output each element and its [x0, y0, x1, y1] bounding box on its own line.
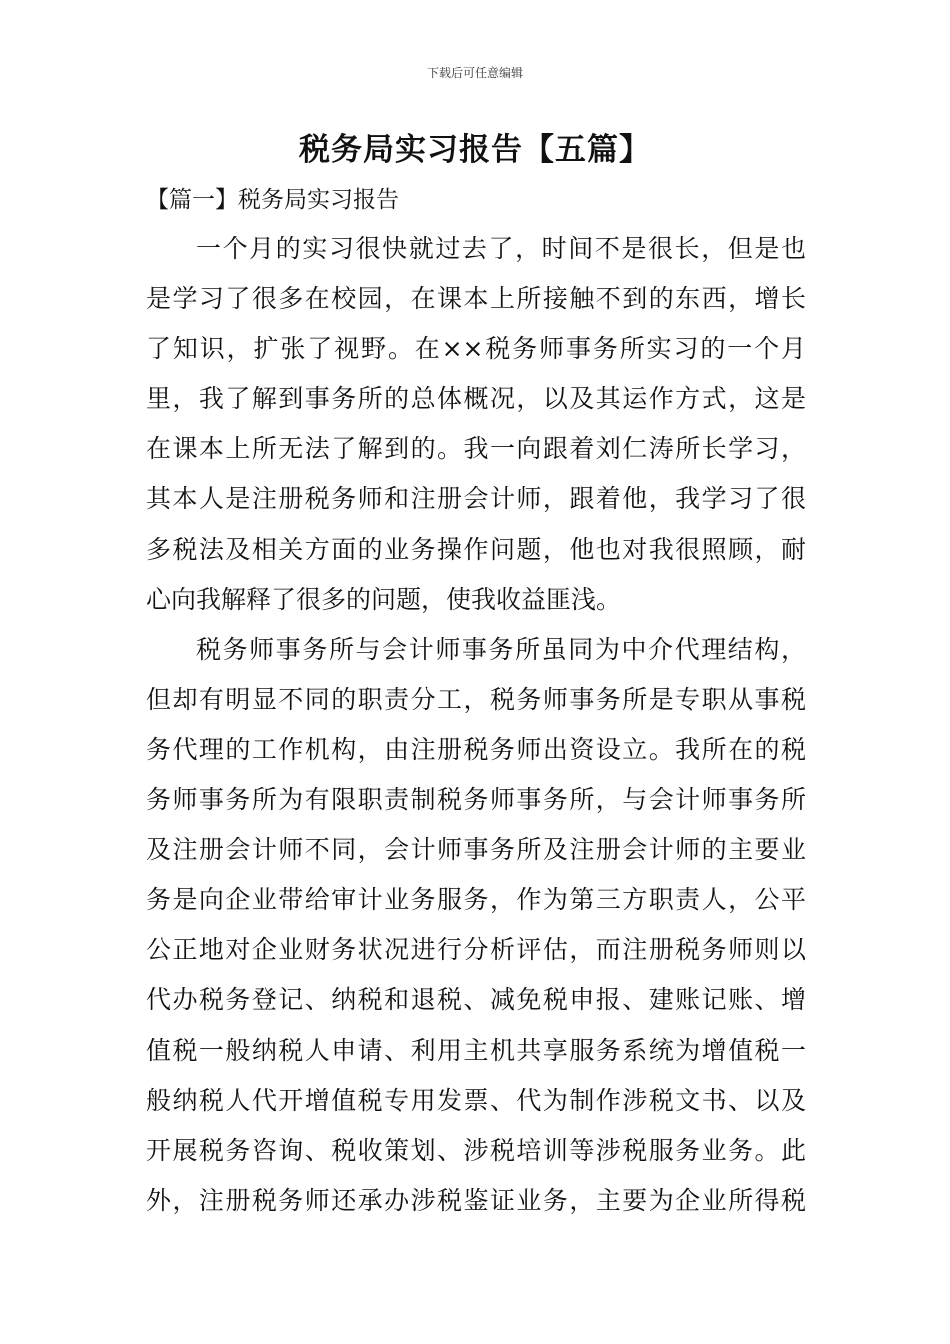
paragraph-line: 务是向企业带给审计业务服务，作为第三方职责人，公平 — [146, 885, 806, 915]
document-title: 税务局实习报告【五篇】 — [299, 132, 651, 168]
paragraph-line: 及注册会计师不同，会计师事务所及注册会计师的主要业 — [146, 835, 806, 865]
paragraph-line: 但却有明显不同的职责分工，税务师事务所是专职从事税 — [146, 684, 806, 714]
paragraph-line: 外，注册税务师还承办涉税鉴证业务，主要为企业所得税 — [146, 1185, 806, 1215]
paragraph-line: 多税法及相关方面的业务操作问题，他也对我很照顾，耐 — [146, 534, 806, 564]
paragraph-line: 代办税务登记、纳税和退税、减免税申报、建账记账、增 — [146, 985, 806, 1015]
paragraph-line: 般纳税人代开增值税专用发票、代为制作涉税文书、以及 — [146, 1085, 806, 1115]
section-heading: 【篇一】税务局实习报告 — [146, 187, 399, 213]
paragraph-line: 了知识，扩张了视野。在××税务师事务所实习的一个月 — [146, 334, 806, 364]
paragraph-line: 里，我了解到事务所的总体概况，以及其运作方式，这是 — [146, 384, 806, 414]
paragraph-line: 务代理的工作机构，由注册税务师出资设立。我所在的税 — [146, 734, 806, 764]
paragraph-line: 务师事务所为有限职责制税务师事务所，与会计师事务所 — [146, 785, 806, 815]
paragraph-line: 在课本上所无法了解到的。我一向跟着刘仁涛所长学习， — [146, 434, 806, 464]
paragraph-line: 心向我解释了很多的问题，使我收益匪浅。 — [146, 584, 622, 614]
paragraph-line: 公正地对企业财务状况进行分析评估，而注册税务师则以 — [146, 935, 806, 965]
paragraph-line: 一个月的实习很快就过去了，时间不是很长，但是也 — [196, 234, 806, 263]
header-note: 下载后可任意编辑 — [426, 66, 523, 80]
body-text — [146, 224, 806, 1226]
paragraph-line: 是学习了很多在校园，在课本上所接触不到的东西，增长 — [146, 284, 806, 314]
paragraph-line: 开展税务咨询、税收策划、涉税培训等涉税服务业务。此 — [146, 1135, 806, 1165]
paragraph-line: 税务师事务所与会计师事务所虽同为中介代理结构， — [196, 634, 806, 664]
paragraph-line: 值税一般纳税人申请、利用主机共享服务系统为增值税一 — [146, 1035, 806, 1065]
paragraph-line: 其本人是注册税务师和注册会计师，跟着他，我学习了很 — [146, 484, 806, 514]
